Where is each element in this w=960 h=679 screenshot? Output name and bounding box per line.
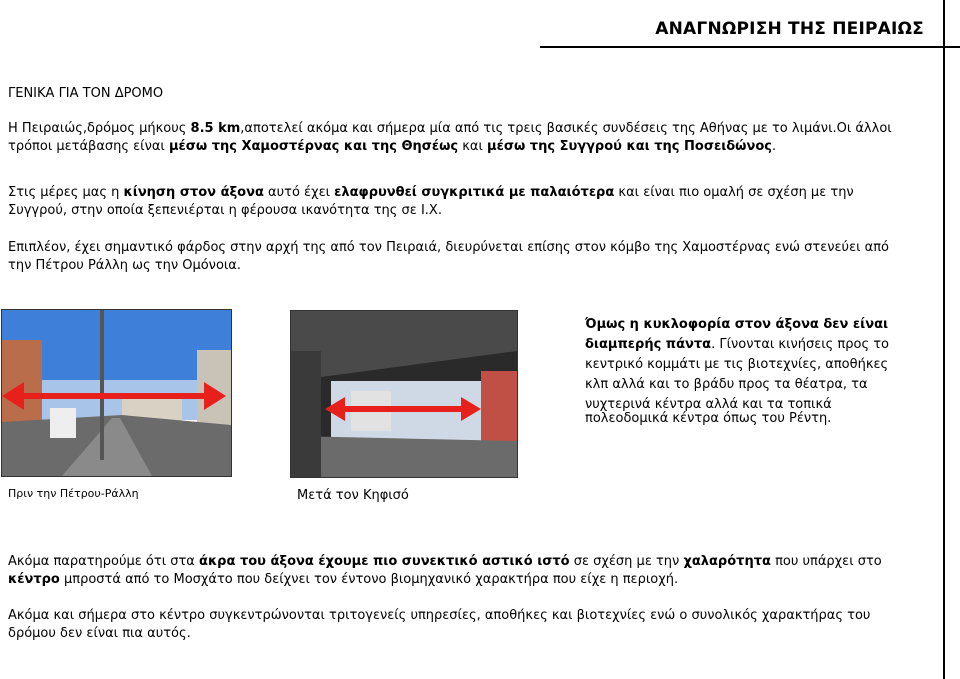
caption-after-kifisos: Μετά τον Κηφισό <box>297 488 409 503</box>
title-underline <box>540 46 960 48</box>
paragraph-length: Η Πειραιώς,δρόμος μήκους 8.5 km,αποτελεί ακόμα και σήμερα μία από τις τρεις βασικές συνδέσεις της Αθήνας με το λιμάνι.Οι άλλοι τρόποι μετάβασης είναι μέσω της Χαμοστέρνας και της Θησέως και μέσω της Συγγρού και της Ποσειδώνος. <box>8 121 892 154</box>
vertical-divider <box>943 0 945 679</box>
paragraph-services: Ακόμα και σήμερα στο κέντρο συγκεντρώνονται τριτογενείς υπηρεσίες, αποθήκες και βιοτεχνίες ενώ ο συνολικός χαρακτήρας του δρόμου δεν είναι πια αυτός. <box>8 608 871 641</box>
side-note: Όμως η κυκλοφορία στον άξονα δεν είναι διαμπερής πάντα. Γίνονται κινήσεις προς το κεντρικό κομμάτι με τις βιοτεχνίες, αποθήκες κλπ αλλά και το βράδυ προς τα θέατρα, τα νυχτερινά κέντρα αλλά και τα τοπικά <box>585 317 889 412</box>
paragraph-urban-fabric: Ακόμα παρατηρούμε ότι στα άκρα του άξονα έχουμε πιο συνεκτικό αστικό ιστό σε σχέση με την χαλαρότητα που υπάρχει στο κέντρο μπροστά από το Μοσχάτο που δείχνει τον έντονο βιομηχανικό χαρακτήρα που είχε η περιοχή. <box>8 554 882 587</box>
street-photo-before-petrou-ralli <box>1 309 232 477</box>
caption-before-petrou-ralli: Πριν την Πέτρου-Ράλλη <box>8 487 139 500</box>
section-heading: ΓΕΝΙΚΑ ΓΙΑ ΤΟΝ ΔΡΟΜΟ <box>8 86 164 101</box>
side-note-ending: πολεοδομικά κέντρα όπως του Ρέντη. <box>585 411 832 426</box>
page-title: ΑΝΑΓΝΩΡΙΣΗ ΤΗΣ ΠΕΙΡΑΙΩΣ <box>655 19 924 39</box>
paragraph-width: Επιπλέον, έχει σημαντικό φάρδος στην αρχή της από τον Πειραιά, διευρύνεται επίσης στον κόμβο της Χαμοστέρνας ενώ στενεύει από την Πέτρου Ράλλη ως την Ομόνοια. <box>8 240 889 273</box>
street-photo-after-kifisos <box>290 310 518 478</box>
paragraph-traffic: Στις μέρες μας η κίνηση στον άξονα αυτό έχει ελαφρυνθεί συγκριτικά με παλαιότερα και είναι πιο ομαλή σε σχέση με την Συγγρού, στην οποία ξεπενιέρται η φέρουσα ικανότητα της σε Ι.Χ. <box>8 185 854 218</box>
